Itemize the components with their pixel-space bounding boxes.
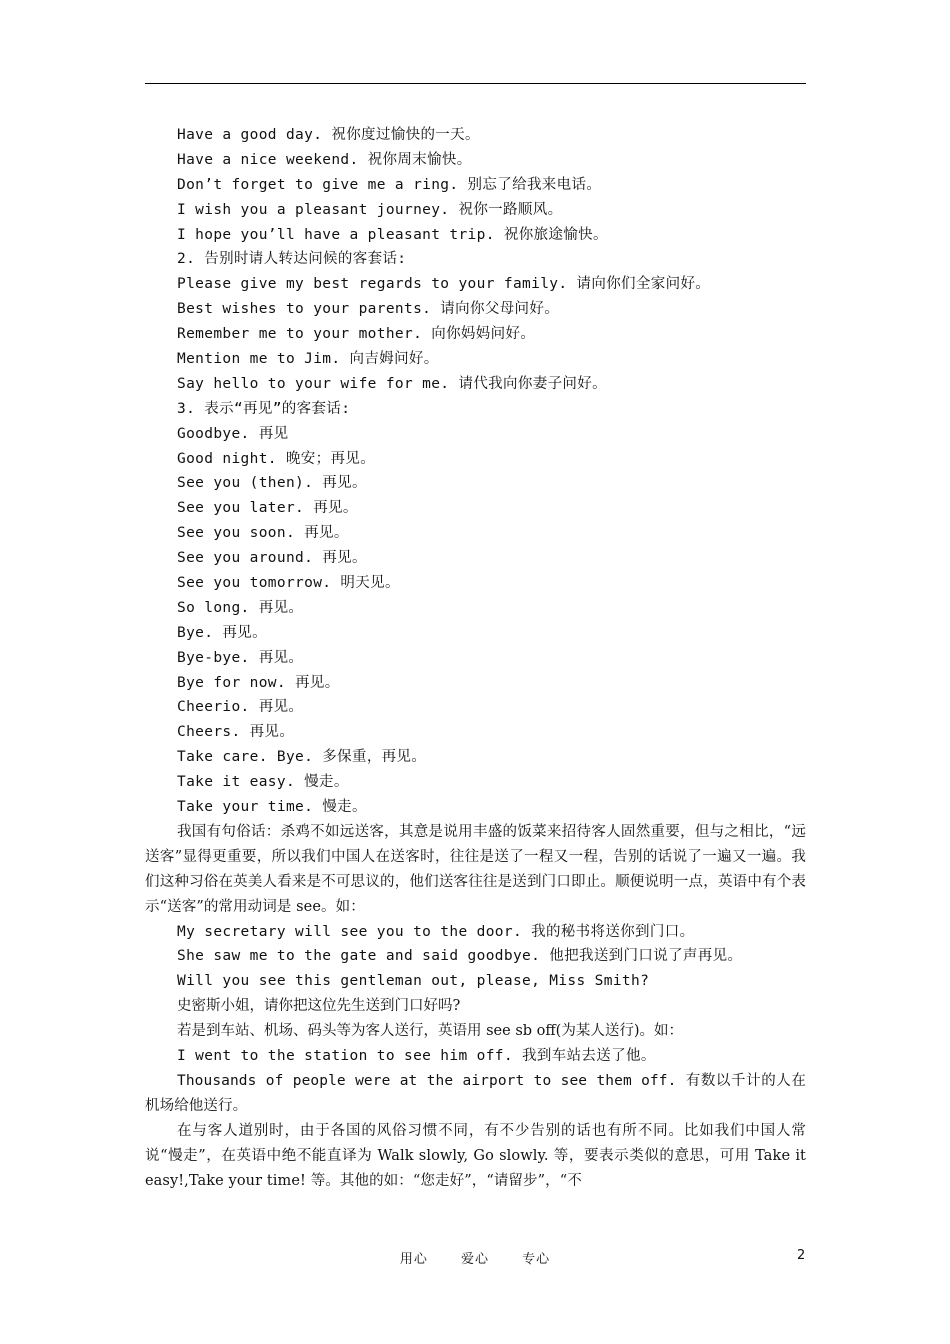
footer-word-1: 用心 xyxy=(399,1252,428,1267)
body-line: Have a nice weekend. 祝你周末愉快。 xyxy=(177,151,472,168)
body-line: See you (then). 再见。 xyxy=(177,475,367,492)
body-line: So long. 再见。 xyxy=(177,599,304,616)
body-line: Remember me to your mother. 向你妈妈问好。 xyxy=(177,326,536,343)
body-line: Good night. 晚安；再见。 xyxy=(177,450,376,467)
body-line: Bye-bye. 再见。 xyxy=(177,649,304,666)
body-line: Take care. Bye. 多保重，再见。 xyxy=(177,749,427,766)
body-line: See you later. 再见。 xyxy=(177,500,358,517)
body-line: I wish you a pleasant journey. 祝你一路顺风。 xyxy=(177,201,563,218)
body-line: Cheerio. 再见。 xyxy=(177,699,304,716)
body-line: She saw me to the gate and said goodbye. 他把我送到门口说了声再见。 xyxy=(177,948,743,965)
body-line: See you soon. 再见。 xyxy=(177,525,349,542)
body-line: 2. 告别时请人转达问候的客套话: xyxy=(177,251,407,268)
body-line: Cheers. 再见。 xyxy=(177,724,295,741)
footer-word-3: 专心 xyxy=(522,1252,551,1267)
page-number: 2 xyxy=(797,1248,806,1263)
body-line: Goodbye. 再见 xyxy=(177,425,289,442)
body-line: Mention me to Jim. 向吉姆问好。 xyxy=(177,351,439,368)
body-line: Best wishes to your parents. 请向你父母问好。 xyxy=(177,301,560,318)
body-line: I went to the station to see him off. 我到车站去送了他。 xyxy=(177,1048,656,1065)
body-line: See you tomorrow. 明天见。 xyxy=(177,575,400,592)
body-line: My secretary will see you to the door. 我的秘书将送你到门口。 xyxy=(177,923,695,940)
body-line: Will you see this gentleman out, please, Miss Smith? xyxy=(177,973,650,990)
body-paragraph: Thousands of people were at the airport to see them off. 有数以千计的人在机场给他送行。 xyxy=(145,1072,806,1114)
body-line: 若是到车站、机场、码头等为客人送行，英语用 see sb off(为某人送行)。如： xyxy=(177,1023,683,1040)
header-rule xyxy=(145,83,806,84)
body-line: Bye for now. 再见。 xyxy=(177,674,340,691)
body-line: Bye. 再见。 xyxy=(177,624,267,641)
body-line: 3. 表示“再见”的客套话: xyxy=(177,400,351,417)
body-line: Say hello to your wife for me. 请代我向你妻子问好。 xyxy=(177,375,607,392)
body-line: Have a good day. 祝你度过愉快的一天。 xyxy=(177,127,480,143)
footer-motto xyxy=(0,1248,950,1267)
body-paragraph: 在与客人道别时，由于各国的风俗习惯不同，有不少告别的话也有所不同。比如我们中国人常说“慢走”，在英语中绝不能直译为 Walk slowly, Go slowly. 等，要表示类似的意思，可用 Take it easy!,Take your time! 等。其他的如：“您走好”，“请留步”，“不 xyxy=(145,1122,806,1189)
footer-word-2: 爱心 xyxy=(460,1252,489,1267)
body-paragraph: 我国有句俗话：杀鸡不如远送客，其意是说用丰盛的饭菜来招待客人固然重要，但与之相比，“远送客”显得更重要，所以我们中国人在送客时，往往是送了一程又一程，告别的话说了一遍又一遍。我们这种习俗在英美人看来是不可思议的，他们送客往往是送到门口即止。顺便说明一点，英语中有个表示“送客”的常用动词是 see。如： xyxy=(145,823,806,915)
body-line: Take it easy. 慢走。 xyxy=(177,774,349,791)
document-body xyxy=(145,123,806,1193)
body-line: 史密斯小姐，请你把这位先生送到门口好吗? xyxy=(177,998,461,1015)
body-line: Don’t forget to give me a ring. 别忘了给我来电话。 xyxy=(177,176,602,193)
body-line: Take your time. 慢走。 xyxy=(177,799,367,816)
body-line: See you around. 再见。 xyxy=(177,550,367,567)
body-line: I hope you’ll have a pleasant trip. 祝你旅途愉快。 xyxy=(177,226,608,243)
body-line: Please give my best regards to your family. 请向你们全家问好。 xyxy=(177,276,711,293)
